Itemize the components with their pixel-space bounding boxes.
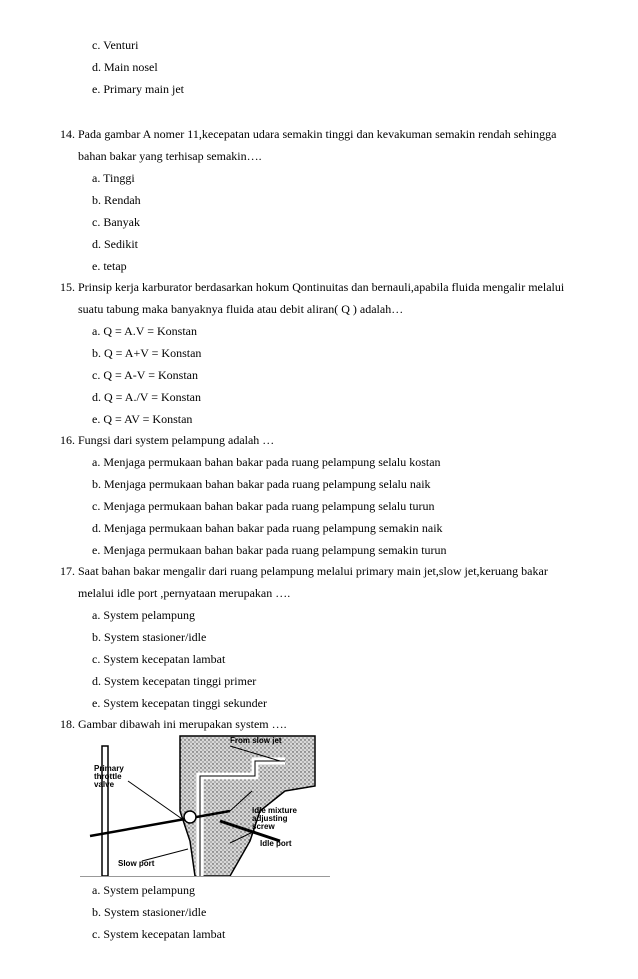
- label-valve: valve: [94, 780, 115, 789]
- question-number: 15.: [60, 280, 75, 294]
- question-15: [60, 280, 564, 294]
- label-primary: Primary: [94, 764, 124, 773]
- q14-option-c: c. Banyak: [92, 215, 140, 229]
- label-throttle: throttle: [94, 772, 122, 781]
- q16-option-a: a. Menjaga permukaan bahan bakar pada ruang pelampung selalu kostan: [92, 455, 441, 469]
- q14-option-d: d. Sedikit: [92, 237, 139, 251]
- question-17-cont: melalui idle port ,pernyataan merupakan ….: [78, 586, 291, 600]
- q17-option-d: d. System kecepatan tinggi primer: [92, 674, 257, 688]
- label-idle-mixture: Idle mixture: [252, 806, 297, 815]
- question-text: Prinsip kerja karburator berdasarkan hokum Qontinuitas dan bernauli,apabila fluida mengalir melalui: [78, 280, 565, 294]
- q15-option-d: d. Q = A./V = Konstan: [92, 390, 201, 404]
- q15-option-b: b. Q = A+V = Konstan: [92, 346, 202, 360]
- q17-option-c: c. System kecepatan lambat: [92, 652, 226, 666]
- label-slow-port: Slow port: [118, 859, 155, 868]
- question-text: Saat bahan bakar mengalir dari ruang pelampung melalui primary main jet,slow jet,keruang bakar: [78, 564, 548, 578]
- q16-option-d: d. Menjaga permukaan bahan bakar pada ruang pelampung semakin naik: [92, 521, 443, 535]
- q18-option-c: c. System kecepatan lambat: [92, 927, 226, 941]
- question-number: 16.: [60, 433, 75, 447]
- question-16: [60, 433, 274, 447]
- q17-option-e: e. System kecepatan tinggi sekunder: [92, 696, 267, 710]
- question-text: Gambar dibawah ini merupakan system ….: [78, 717, 287, 731]
- carburetor-idle-diagram: [80, 731, 330, 877]
- question-number: 18.: [60, 717, 75, 731]
- question-14: [60, 127, 556, 141]
- q15-option-c: c. Q = A-V = Konstan: [92, 368, 198, 382]
- q16-option-c: c. Menjaga permukaan bahan bakar pada ruang pelampung selalu turun: [92, 499, 435, 513]
- q17-option-b: b. System stasioner/idle: [92, 630, 207, 644]
- question-17: [60, 564, 548, 578]
- prev-option-e: e. Primary main jet: [92, 82, 184, 96]
- question-14-cont: bahan bakar yang terhisap semakin….: [78, 149, 262, 163]
- question-number: 17.: [60, 564, 75, 578]
- label-screw: screw: [252, 822, 275, 831]
- question-number: 14.: [60, 127, 75, 141]
- q18-option-b: b. System stasioner/idle: [92, 905, 207, 919]
- question-15-cont: suatu tabung maka banyaknya fluida atau debit aliran( Q ) adalah…: [78, 302, 404, 316]
- label-idle-port: Idle port: [260, 839, 292, 848]
- prev-option-d: d. Main nosel: [92, 60, 158, 74]
- question-text: Pada gambar A nomer 11,kecepatan udara semakin tinggi dan kevakuman semakin rendah sehingga: [78, 127, 557, 141]
- q17-option-a: a. System pelampung: [92, 608, 195, 622]
- question-18: [60, 717, 287, 731]
- q14-option-b: b. Rendah: [92, 193, 141, 207]
- q18-option-a: a. System pelampung: [92, 883, 195, 897]
- prev-option-c: c. Venturi: [92, 38, 139, 52]
- q15-option-e: e. Q = AV = Konstan: [92, 412, 193, 426]
- question-text: Fungsi dari system pelampung adalah …: [78, 433, 275, 447]
- q16-option-e: e. Menjaga permukaan bahan bakar pada ruang pelampung semakin turun: [92, 543, 447, 557]
- q14-option-e: e. tetap: [92, 259, 127, 273]
- label-from-slow-jet: From slow jet: [230, 736, 282, 745]
- label-adjusting: adjusting: [252, 814, 288, 823]
- q16-option-b: b. Menjaga permukaan bahan bakar pada ruang pelampung selalu naik: [92, 477, 431, 491]
- q14-option-a: a. Tinggi: [92, 171, 135, 185]
- q15-option-a: a. Q = A.V = Konstan: [92, 324, 197, 338]
